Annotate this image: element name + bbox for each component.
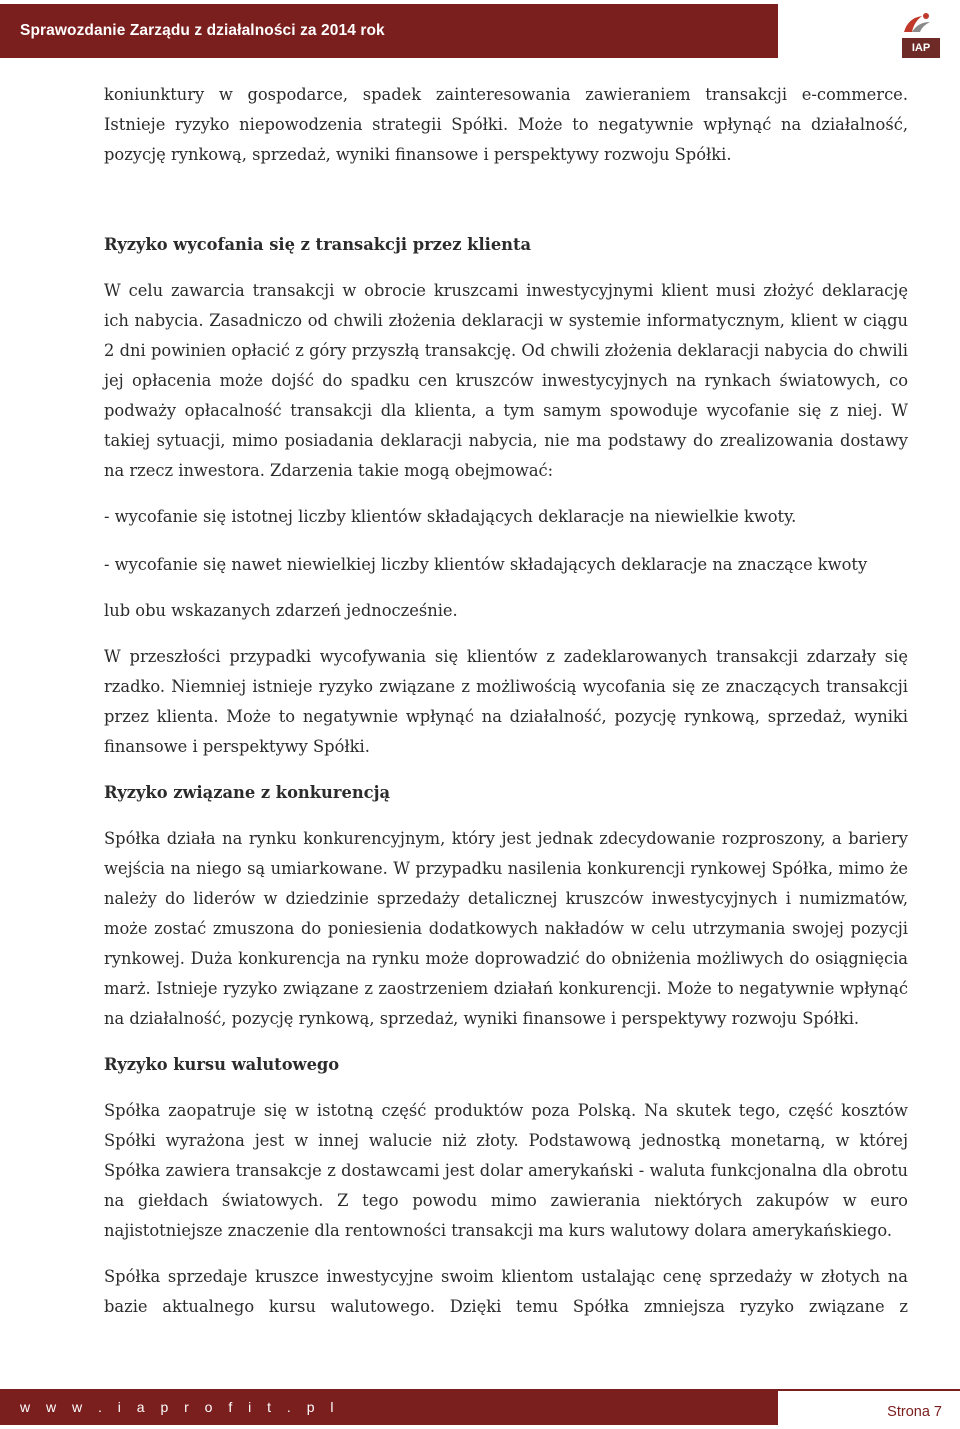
footer-website-link[interactable]: w w w . i a p r o f i t . p l xyxy=(20,1399,340,1415)
page-number: Strona 7 xyxy=(887,1404,942,1420)
document-body xyxy=(104,80,908,1322)
footer-bar xyxy=(0,1389,778,1425)
paragraph-withdrawal-5: W przeszłości przypadki wycofywania się klientów z zadeklarowanych transakcji zdarzały się rzadko. Niemniej istnieje ryzyko związane z możliwością wycofania się ze znaczących transakcji przez klienta. Może to negatywnie wpłynąć na działalność, pozycję rynkową, sprzedaż, wyniki finansowe i perspektywy Spółki. xyxy=(104,647,908,756)
footer-page-box xyxy=(778,1389,960,1429)
paragraph-currency-2: Spółka sprzedaje kruszce inwestycyjne swoim klientom ustalając cenę sprzedaży w złotych na bazie aktualnego kursu walutowego. Dzięki temu Spółka zmniejsza ryzyko związane z xyxy=(104,1267,908,1316)
paragraph-withdrawal-3: - wycofanie się nawet niewielkiej liczby klientów składających deklaracje na znaczące kwoty xyxy=(104,555,868,574)
heading-competition-risk: Ryzyko związane z konkurencją xyxy=(104,783,391,802)
header-bar xyxy=(0,4,778,58)
paragraph-withdrawal-4: lub obu wskazanych zdarzeń jednocześnie. xyxy=(104,601,458,620)
paragraph-competition: Spółka działa na rynku konkurencyjnym, który jest jednak zdecydowanie rozproszony, a bariery wejścia na niego są umiarkowane. W przypadku nasilenia konkurencji rynkowej Spółka, mimo że należy do liderów w dziedzinie sprzedaży detalicznej kruszców inwestycyjnych i numizmatów, może zostać zmuszona do poniesienia dodatkowych nakładów w celu utrzymania swojej pozycji rynkowej. Duża konkurencja na rynku może doprowadzić do obniżenia możliwych do osiągnięcia marż. Istnieje ryzyko związane z zaostrzeniem działań konkurencji. Może to negatywnie wpłynąć na działalność, pozycję rynkową, sprzedaż, wyniki finansowe i perspektywy rozwoju Spółki. xyxy=(104,829,908,1028)
document-title: Sprawozdanie Zarządu z działalności za 2014 rok xyxy=(20,22,385,39)
logo-label: IAP xyxy=(902,38,940,58)
paragraph-withdrawal-1: W celu zawarcia transakcji w obrocie kruszcami inwestycyjnymi klient musi złożyć deklarację ich nabycia. Zasadniczo od chwili złożenia deklaracji w systemie informatycznym, klient w ciągu 2 dni powinien opłacić z góry przyszłą transakcję. Od chwili złożenia deklaracji nabycia do chwili jej opłacenia może dojść do spadku cen kruszców inwestycyjnych na rynkach światowych, co podważy opłacalność transakcji dla klienta, a tym samym spowoduje wycofanie się z niej. W takiej sytuacji, mimo posiadania deklaracji nabycia, nie ma podstawy do zrealizowania dostawy na rzecz inwestora. Zdarzenia takie mogą obejmować: xyxy=(104,281,908,480)
paragraph-currency-1: Spółka zaopatruje się w istotną część produktów poza Polską. Na skutek tego, część kosztów Spółki wyrażona jest w innej walucie niż złoty. Podstawową jednostką monetarną, w której Spółka zawiera transakcje z dostawcami jest dolar amerykański - waluta funkcjonalna dla obrotu na giełdach światowych. Z tego powodu mimo zawierania niektórych zakupów w euro najistotniejsze znaczenie dla rentowności transakcji ma kurs walutowy dolara amerykańskiego. xyxy=(104,1101,908,1240)
paragraph-withdrawal-2: - wycofanie się istotnej liczby klientów składających deklaracje na niewielkie kwoty. xyxy=(104,507,797,526)
paragraph-intro: koniunktury w gospodarce, spadek zainteresowania zawieraniem transakcji e-commerce. Istnieje ryzyko niepowodzenia strategii Spółki. Może to negatywnie wpłynąć na działalność, pozycję rynkową, sprzedaż, wyniki finansowe i perspektywy rozwoju Spółki. xyxy=(104,85,908,164)
logo-swoosh-icon xyxy=(894,8,944,38)
heading-withdrawal-risk: Ryzyko wycofania się z transakcji przez klienta xyxy=(104,235,532,254)
iap-logo xyxy=(894,8,944,60)
heading-currency-risk: Ryzyko kursu walutowego xyxy=(104,1055,340,1074)
